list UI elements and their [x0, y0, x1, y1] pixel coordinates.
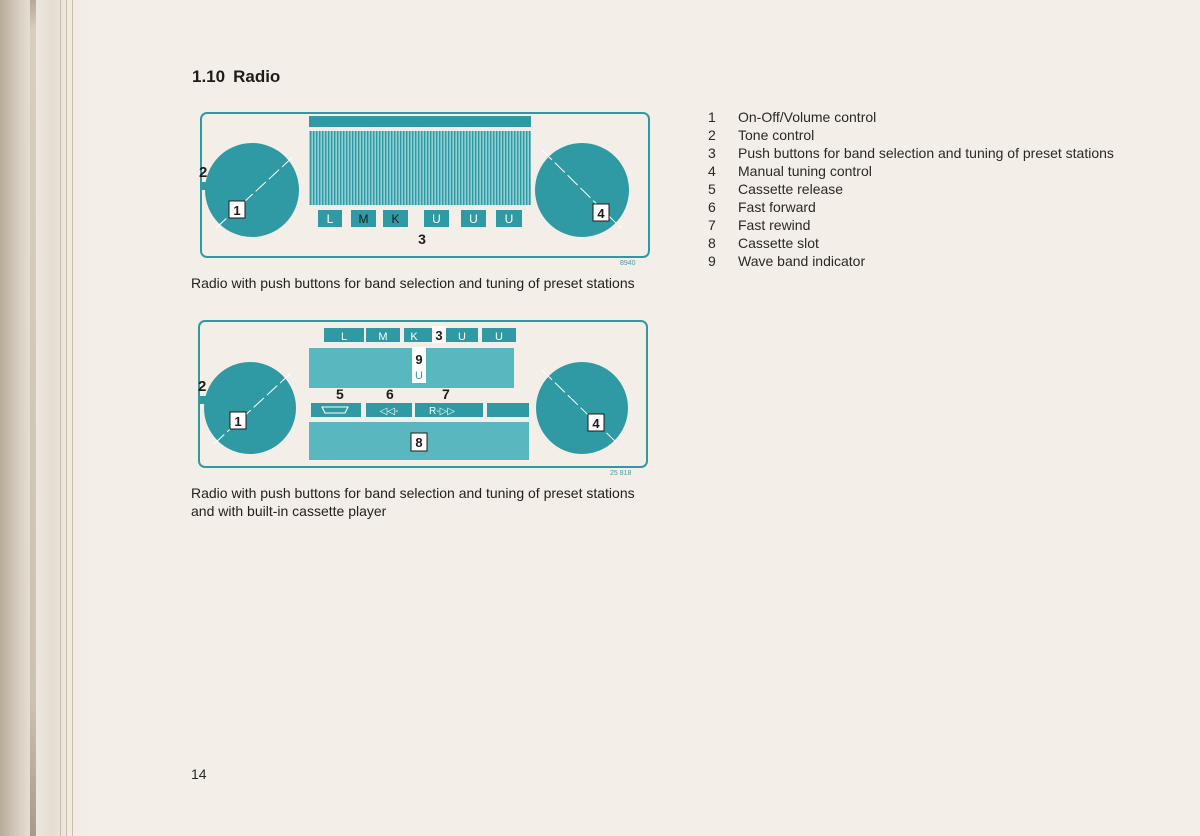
preset-button [383, 210, 408, 227]
callout-2: 2 [199, 164, 208, 181]
svg-text:U: U [458, 331, 466, 343]
frequency-dial [309, 131, 531, 205]
preset-button [318, 210, 342, 227]
svg-text:K: K [410, 331, 418, 343]
preset-button [461, 210, 486, 227]
svg-text:U: U [504, 212, 514, 226]
preset-button [496, 210, 522, 227]
fast-forward-button [366, 403, 412, 417]
callout-7: 7 [442, 386, 450, 402]
preset-button [446, 328, 478, 343]
svg-text:U: U [432, 212, 441, 226]
legend-item: 3 Push buttons for band selection and tuning of preset stations [708, 145, 1114, 161]
legend-item: 1 On-Off/Volume control [708, 109, 877, 125]
callout-4: 4 [592, 416, 600, 431]
section-number: 1.10 [192, 67, 226, 86]
page-number: 14 [191, 766, 207, 782]
legend-item: 4 Manual tuning control [708, 163, 872, 179]
svg-text:R-▷▷: R-▷▷ [429, 406, 455, 417]
svg-text:L: L [340, 331, 348, 343]
legend-item: 8 Cassette slot [708, 235, 819, 251]
figure-2-caption: Radio with push buttons for band selection and tuning of preset stations and with built-in cassette player [191, 485, 635, 519]
frequency-dial [309, 348, 514, 388]
callout-3: 3 [418, 231, 426, 247]
radio-figure-1 [196, 110, 652, 268]
legend-item: 2 Tone control [708, 127, 815, 143]
svg-text:K: K [391, 212, 400, 226]
page-edge-line [66, 0, 67, 836]
preset-button [482, 328, 516, 343]
callout-6: 6 [386, 386, 394, 402]
component-legend [706, 108, 1176, 270]
svg-text:L: L [326, 212, 334, 226]
band-mark: U [415, 370, 423, 382]
page-edge-line [72, 0, 73, 836]
tone-control [200, 182, 210, 190]
svg-text:M: M [378, 331, 388, 343]
figure-1-caption: Radio with push buttons for band selection and tuning of preset stations [191, 275, 635, 291]
legend-item: 7 Fast rewind [708, 217, 811, 233]
radio-figure-2 [196, 318, 652, 478]
legend-item: 5 Cassette release [708, 181, 844, 197]
binding-edge [30, 0, 36, 836]
preset-button [366, 328, 400, 343]
legend-item: 6 Fast forward [708, 199, 816, 215]
volume-knob [205, 143, 299, 237]
preset-button [424, 210, 449, 227]
legend-item: 9 Wave band indicator [708, 253, 866, 269]
svg-text:M: M [358, 212, 369, 226]
cassette-release-button [311, 403, 361, 417]
preset-button [404, 328, 432, 343]
radio-cassette-illustration [196, 318, 652, 478]
figure-code: 25 818 [610, 470, 632, 477]
callout-1: 1 [233, 203, 241, 218]
book-binding-shadow [0, 0, 92, 836]
preset-button [324, 328, 364, 343]
callout-9: 9 [415, 352, 423, 367]
preset-button [351, 210, 376, 227]
tape-button [487, 403, 529, 417]
top-panel [309, 116, 531, 127]
radio-illustration [196, 110, 652, 268]
callout-5: 5 [336, 386, 344, 402]
svg-text:◁◁-: ◁◁- [379, 406, 399, 417]
tone-control [199, 396, 209, 404]
page-edge-line [60, 0, 61, 836]
callout-3: 3 [435, 328, 443, 343]
figure-code: 8940 [620, 260, 636, 267]
callout-4: 4 [597, 206, 605, 221]
section-heading [192, 67, 280, 87]
svg-text:U: U [495, 331, 503, 343]
callout-2: 2 [198, 378, 207, 395]
callout-8: 8 [415, 435, 423, 450]
section-title: Radio [233, 67, 281, 86]
svg-text:U: U [469, 212, 478, 226]
callout-1: 1 [234, 414, 242, 429]
fast-rewind-button [415, 403, 483, 417]
